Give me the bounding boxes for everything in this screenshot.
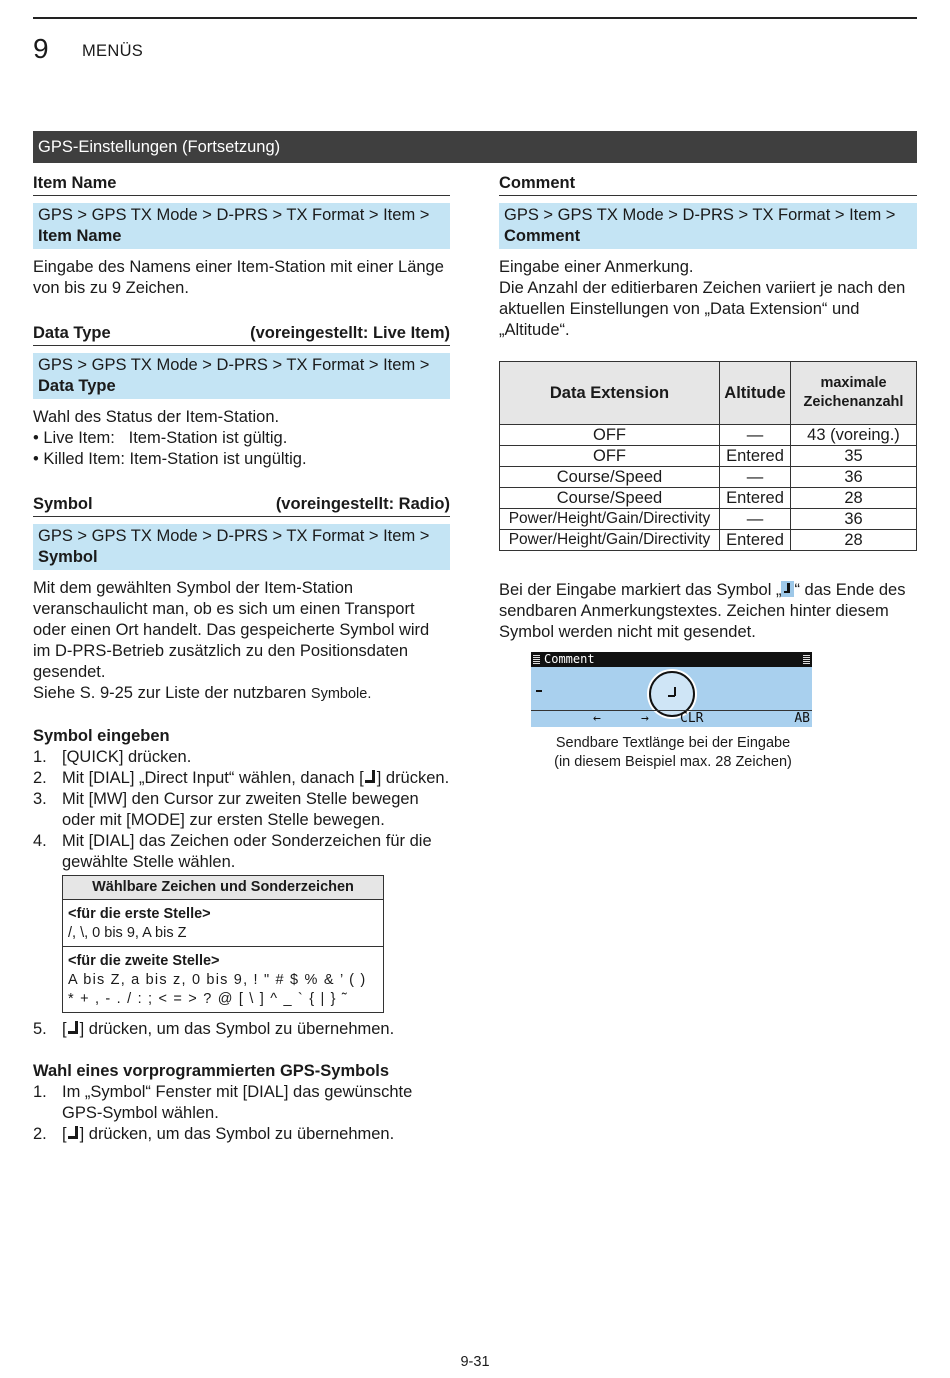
enter-key-icon bbox=[365, 770, 376, 784]
lcd-softkeys bbox=[531, 711, 812, 727]
lcd-title: Comment bbox=[544, 652, 595, 666]
path-last: Symbol bbox=[38, 548, 98, 566]
item-name-title: Item Name bbox=[33, 174, 117, 192]
top-rule bbox=[33, 17, 917, 19]
data-extension-table bbox=[499, 361, 917, 551]
left-arrow-icon: ← bbox=[593, 711, 601, 726]
item-name-menu-path bbox=[33, 203, 450, 249]
item-name-heading bbox=[33, 173, 450, 196]
symbol-heading bbox=[33, 494, 450, 517]
path-last: Data Type bbox=[38, 377, 116, 395]
table-row: Power/Height/Gain/Directivity — 36 bbox=[500, 509, 917, 530]
section-banner: GPS-Einstellungen (Fortsetzung) bbox=[33, 131, 917, 163]
data-type-bullet-killed: • Killed Item: Item-Station ist ungültig. bbox=[33, 450, 307, 468]
end-marker-icon bbox=[781, 581, 794, 597]
step-1: 1. Im „Symbol“ Fenster mit [DIAL] das gewünschte GPS-Symbol wählen. bbox=[33, 1083, 413, 1122]
path-prefix: GPS > GPS TX Mode > D-PRS > TX Format > Item > bbox=[38, 527, 430, 545]
table-row: OFF — 43 (voreing.) bbox=[500, 425, 917, 446]
table-row: OFF Entered 35 bbox=[500, 446, 917, 467]
left-column bbox=[33, 173, 450, 1145]
char-table-first-position: <für die erste Stelle> /, \, 0 bis 9, A bis Z bbox=[68, 906, 211, 941]
data-type-bullet-live: • Live Item: Item-Station ist gültig. bbox=[33, 429, 288, 447]
enter-key-icon bbox=[68, 1126, 79, 1140]
symbol-title: Symbol bbox=[33, 495, 93, 513]
ab-label: AB bbox=[794, 711, 810, 726]
chapter-number: 9 bbox=[33, 33, 49, 64]
menu-bars-icon bbox=[803, 655, 810, 664]
table-row: Power/Height/Gain/Directivity Entered 28 bbox=[500, 530, 917, 551]
menu-bars-icon bbox=[533, 655, 540, 664]
comment-menu-path bbox=[499, 203, 917, 249]
comment-title: Comment bbox=[499, 174, 576, 192]
clr-label: CLR bbox=[680, 711, 704, 726]
comment-end-note: Bei der Eingabe markiert das Symbol „ “ das Ende des sendbaren Anmerkungstextes. Zeichen hinter diesem Symbol werden nicht mit gesendet. bbox=[499, 581, 906, 641]
table-header-row bbox=[500, 362, 917, 425]
col-altitude: Altitude bbox=[720, 362, 791, 425]
step-5: 5. [ ] drücken, um das Symbol zu übernehmen. bbox=[33, 1020, 395, 1038]
symbol-input-steps-cont bbox=[33, 1019, 450, 1040]
comment-body-1: Eingabe einer Anmerkung. bbox=[499, 258, 694, 276]
step-3: 3. Mit [MW] den Cursor zur zweiten Stelle bewegen oder mit [MODE] zur ersten Stelle bewegen. bbox=[33, 790, 419, 829]
preset-symbol-title: Wahl eines vorprogrammierten GPS-Symbols bbox=[33, 1062, 390, 1080]
lcd-cursor-dash bbox=[536, 690, 542, 692]
symbol-see-reference: Siehe S. 9-25 zur Liste der nutzbaren Symbole. bbox=[33, 684, 372, 702]
comment-body-2: Die Anzahl der editierbaren Zeichen variiert je nach den aktuellen Einstellungen von „Data Extension“ und „Altitude“. bbox=[499, 279, 906, 339]
char-table-header: Wählbare Zeichen und Sonderzeichen bbox=[63, 876, 383, 900]
right-column bbox=[499, 173, 917, 772]
table-row: Course/Speed — 36 bbox=[500, 467, 917, 488]
path-prefix: GPS > GPS TX Mode > D-PRS > TX Format > Item > bbox=[38, 206, 430, 224]
col-data-extension: Data Extension bbox=[500, 362, 720, 425]
symbol-input-title: Symbol eingeben bbox=[33, 727, 170, 745]
item-name-body: Eingabe des Namens einer Item-Station mit einer Länge von bis zu 9 Zeichen. bbox=[33, 258, 444, 297]
data-type-title: Data Type bbox=[33, 324, 111, 342]
step-2: 2. [ ] drücken, um das Symbol zu übernehmen. bbox=[33, 1125, 395, 1143]
path-last: Item Name bbox=[38, 227, 122, 245]
selectable-characters-table bbox=[62, 875, 384, 1013]
right-arrow-icon: → bbox=[641, 711, 649, 726]
comment-heading bbox=[499, 173, 917, 196]
end-marker-icon bbox=[668, 687, 676, 697]
page-number: 9-31 bbox=[460, 1354, 490, 1370]
lcd-caption: Sendbare Textlänge bei der Eingabe (in diesem Beispiel max. 28 Zeichen) bbox=[554, 735, 792, 770]
step-4: 4. Mit [DIAL] das Zeichen oder Sonderzeichen für die gewählte Stelle wählen. bbox=[33, 832, 432, 871]
data-type-heading bbox=[33, 323, 450, 346]
step-1: 1. [QUICK] drücken. bbox=[33, 748, 192, 766]
step-2: 2. Mit [DIAL] „Direct Input“ wählen, danach [ ] drücken. bbox=[33, 769, 450, 787]
data-type-body: Wahl des Status der Item-Station. bbox=[33, 408, 280, 426]
table-row: Course/Speed Entered 28 bbox=[500, 488, 917, 509]
path-prefix: GPS > GPS TX Mode > D-PRS > TX Format > Item > bbox=[504, 206, 896, 224]
symbol-default: (voreingestellt: Radio) bbox=[275, 495, 450, 513]
lcd-title-bar bbox=[531, 652, 812, 667]
preset-symbol-steps bbox=[33, 1082, 450, 1145]
data-type-menu-path bbox=[33, 353, 450, 399]
enter-key-icon bbox=[68, 1021, 79, 1035]
data-type-default: (voreingestellt: Live Item) bbox=[250, 324, 450, 342]
col-max-chars: maximale Zeichenanzahl bbox=[791, 362, 917, 425]
path-last: Comment bbox=[504, 227, 581, 245]
symbol-menu-path bbox=[33, 524, 450, 570]
symbol-body: Mit dem gewählten Symbol der Item-Station veranschaulicht man, ob es sich um einen Transport oder einen Ort handelt. Das gespeicherte Symbol wird im D-PRS-Betrieb zusätzlich zu den Positionsdaten gesendet. bbox=[33, 579, 430, 681]
char-table-second-position: <für die zweite Stelle> A bis Z, a bis z, 0 bis 9, ! " # $ % & ’ ( ) * + , - . / : ; < = > ? @ [ \ ] ^ _ ` { | } ˜ bbox=[63, 946, 383, 1012]
path-prefix: GPS > GPS TX Mode > D-PRS > TX Format > Item > bbox=[38, 356, 430, 374]
symbol-input-steps bbox=[33, 747, 450, 873]
chapter-title: MENÜS bbox=[82, 42, 144, 60]
lcd-comment-screen bbox=[531, 652, 812, 727]
